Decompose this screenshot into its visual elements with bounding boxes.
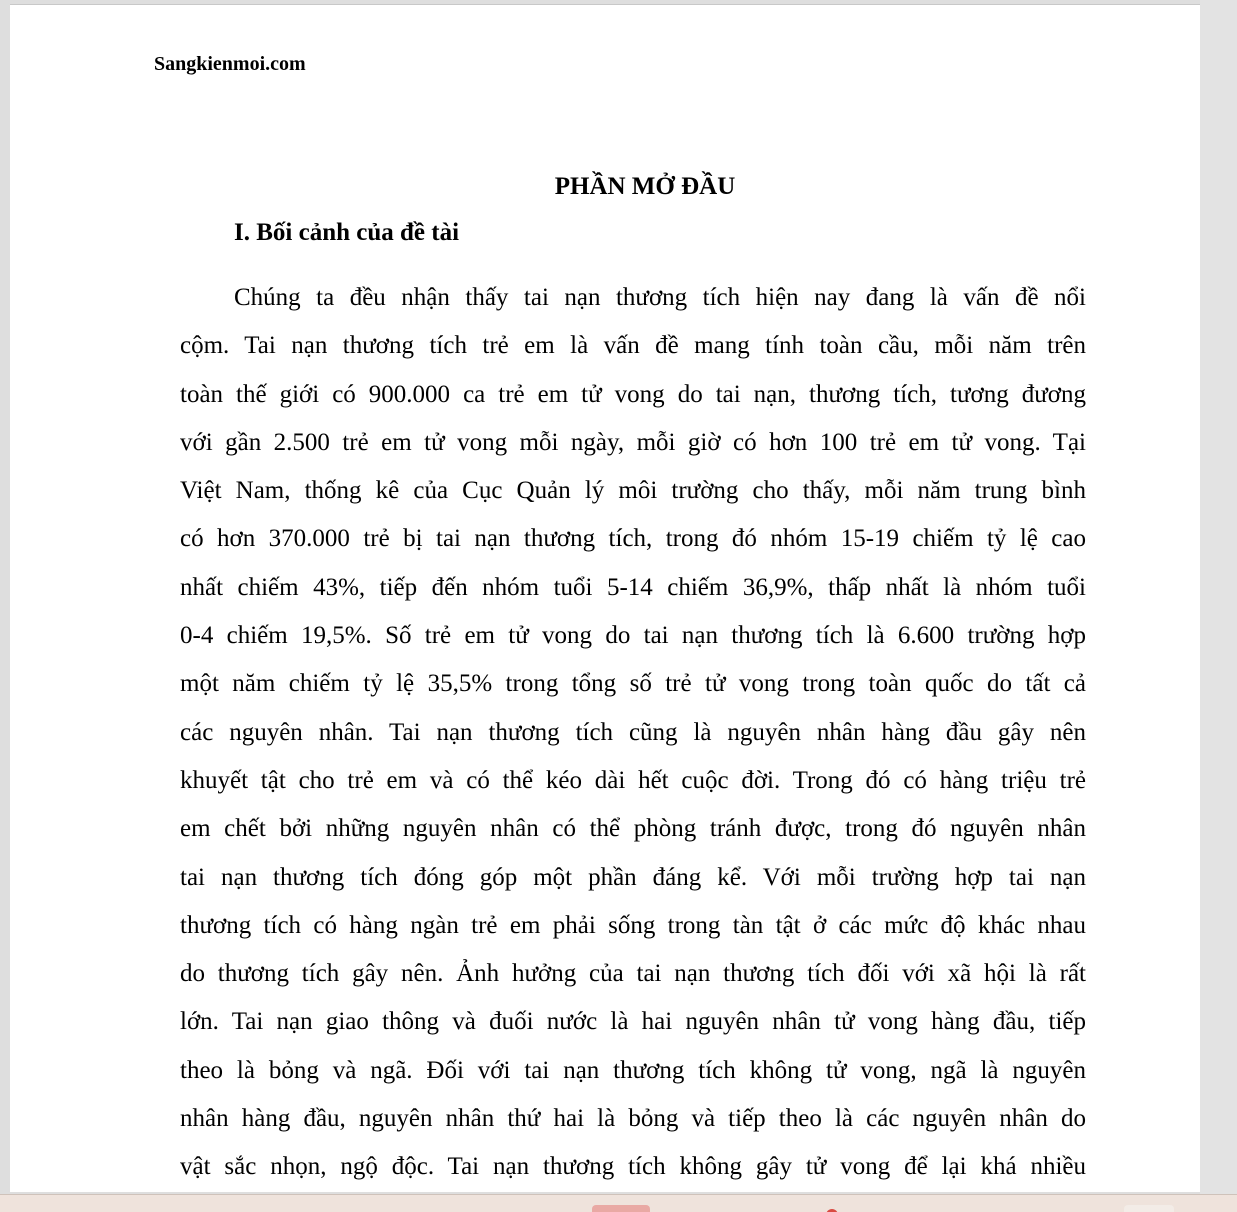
document-page (10, 4, 1200, 1192)
paragraph-line: lớn. Tai nạn giao thông và đuối nước là hai nguyên nhân tử vong hàng đầu, tiếp (180, 1008, 1086, 1036)
paragraph-line: nhất chiếm 43%, tiếp đến nhóm tuổi 5-14 chiếm 36,9%, thấp nhất là nhóm tuổi (180, 573, 1086, 601)
paragraph-line: theo là bỏng và ngã. Đối với tai nạn thương tích không tử vong, ngã là nguyên (180, 1056, 1086, 1084)
paragraph-line: có hơn 370.000 trẻ bị tai nạn thương tích, trong đó nhóm 15-19 chiếm tỷ lệ cao (180, 525, 1086, 553)
paragraph-line: tai nạn thương tích đóng góp một phần đáng kể. Với mỗi trường hợp tai nạn (180, 863, 1086, 891)
section-heading: I. Bối cảnh của đề tài (234, 219, 460, 246)
paragraph-line: thương tích có hàng ngàn trẻ em phải sống trong tàn tật ở các mức độ khác nhau (180, 911, 1086, 939)
document-title: PHẦN MỞ ĐẦU (554, 173, 736, 200)
taskbar-tab[interactable] (1124, 1205, 1174, 1212)
paragraph-line: cộm. Tai nạn thương tích trẻ em là vấn đề mang tính toàn cầu, mỗi năm trên (180, 332, 1086, 360)
paragraph-line: khuyết tật cho trẻ em và có thể kéo dài hết cuộc đời. Trong đó có hàng triệu trẻ (180, 766, 1086, 794)
paragraph-line: em chết bởi những nguyên nhân có thể phòng tránh được, trong đó nguyên nhân (180, 815, 1086, 843)
bottom-taskbar (0, 1194, 1237, 1212)
paragraph-line: vật sắc nhọn, ngộ độc. Tai nạn thương tích không gây tử vong để lại khá nhiều (180, 1153, 1086, 1181)
paragraph-line: một năm chiếm tỷ lệ 35,5% trong tổng số trẻ tử vong trong toàn quốc do tất cả (180, 670, 1086, 698)
vertical-scrollbar[interactable] (1200, 0, 1237, 1194)
page-header-site: Sangkienmoi.com (154, 53, 306, 75)
paragraph-line: nhân hàng đầu, nguyên nhân thứ hai là bỏng và tiếp theo là các nguyên nhân do (180, 1105, 1086, 1133)
paragraph-line: với gần 2.500 trẻ em tử vong mỗi ngày, mỗi giờ có hơn 100 trẻ em tử vong. Tại (180, 428, 1086, 456)
body-paragraph (180, 281, 1086, 1192)
taskbar-tab[interactable] (592, 1205, 650, 1212)
paragraph-line: các nguyên nhân. Tai nạn thương tích cũng là nguyên nhân hàng đầu gây nên (180, 718, 1086, 746)
paragraph-line: toàn thế giới có 900.000 ca trẻ em tử vong do tai nạn, thương tích, tương đương (180, 380, 1086, 408)
paragraph-line: 0-4 chiếm 19,5%. Số trẻ em tử vong do tai nạn thương tích là 6.600 trường hợp (180, 622, 1086, 650)
paragraph-line: Việt Nam, thống kê của Cục Quản lý môi trường cho thấy, mỗi năm trung bình (180, 477, 1086, 505)
paragraph-line: Chúng ta đều nhận thấy tai nạn thương tích hiện nay đang là vấn đề nổi (234, 284, 1086, 311)
paragraph-line: do thương tích gây nên. Ảnh hưởng của tai nạn thương tích đối với xã hội là rất (180, 960, 1086, 988)
